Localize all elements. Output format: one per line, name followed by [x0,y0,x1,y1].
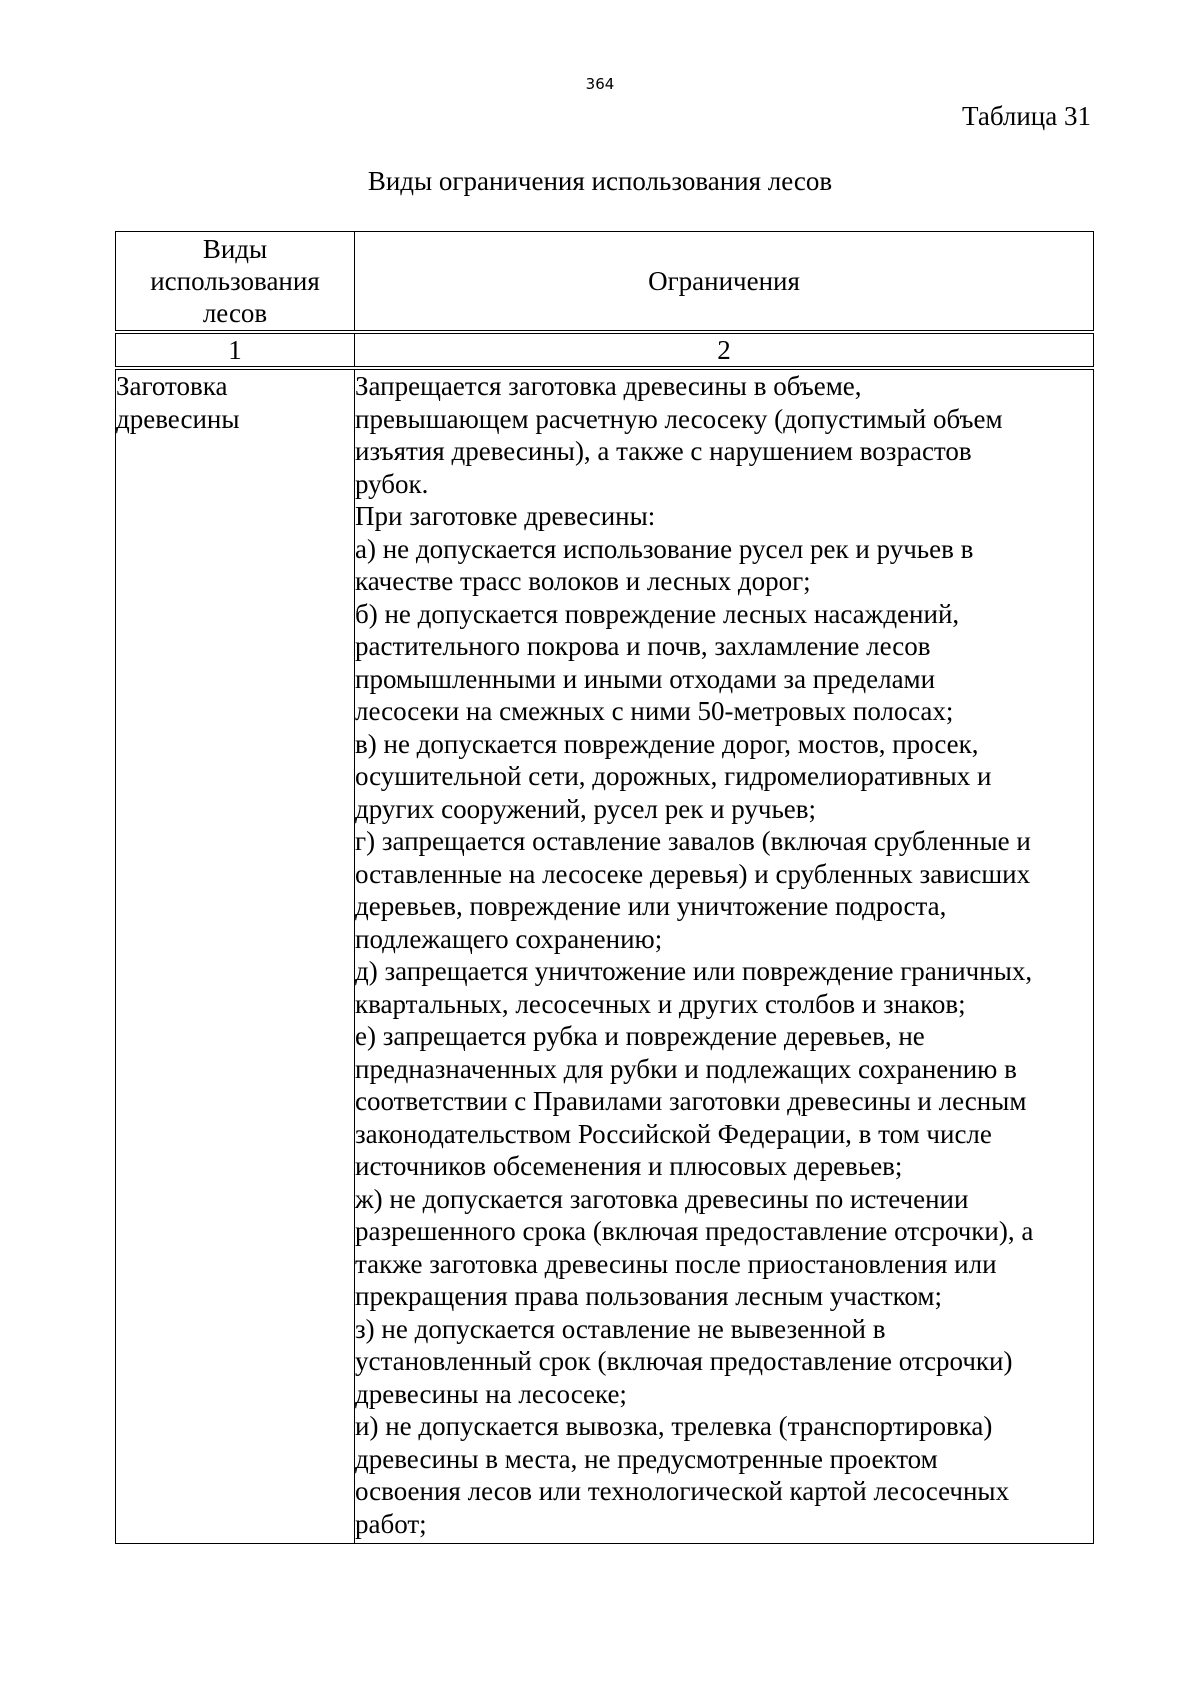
text-line: соответствии с Правилами заготовки древесины и лесным [355,1086,1027,1116]
table-row [116,368,1094,1544]
text-line: работ; [355,1508,427,1539]
text-line: в) не допускается повреждение дорог, мостов, просек, [355,728,979,759]
table-title: Виды ограничения использования лесов [367,166,833,196]
page-number: 364 [585,75,615,93]
text-line: растительного покрова и почв, захламление лесов [355,631,931,661]
text-line: качестве трасс волоков и лесных дорог; [355,566,811,596]
text-line: ж) не допускается заготовка древесины по истечении [355,1183,969,1214]
text-line: рубок. [355,468,429,499]
text-line: а) не допускается использование русел рек и ручьев в [355,533,974,564]
activity-cell [116,368,355,1544]
text-line: з) не допускается оставление не вывезенной в [355,1313,886,1344]
text-line: лесосеки на смежных с ними 50-метровых полосах; [355,696,954,726]
restrictions-table [115,231,1094,1544]
text-line: древесины в места, не предусмотренные проектом [355,1443,938,1474]
text-line: древесины на лесосеке; [355,1378,627,1409]
text-line: Запрещается заготовка древесины в объеме, [355,371,862,401]
text-line: деревьев, повреждение или уничтожение подроста, [355,891,947,921]
text-line: других сооружений, русел рек и ручьев; [355,793,817,824]
text-line: освоения лесов или технологической картой лесосечных [355,1476,1010,1506]
text-line: законодательством Российской Федерации, в том числе [355,1118,992,1149]
text-line: г) запрещается оставление завалов (включая срубленные и [355,826,1031,856]
text-line: промышленными и иными отходами за пределами [355,663,936,694]
text-line: осушительной сети, дорожных, гидромелиоративных и [355,761,992,791]
text-line: Заготовка [116,371,228,401]
header-cell-activity-type [116,232,355,333]
text-line: е) запрещается рубка и повреждение деревьев, не [355,1021,925,1051]
text-line: древесины [116,403,240,434]
text-line: прекращения права пользования лесным участком; [355,1281,942,1311]
text-line: оставленные на лесосеке деревья) и срубленных зависших [355,858,1031,889]
text-line: разрешенного срока (включая предоставление отсрочки), а [355,1216,1034,1246]
text-line: квартальных, лесосечных и других столбов и знаков; [355,988,966,1019]
table-label: Таблица 31 [962,101,1091,131]
header-line: лесов [202,298,268,328]
text-line: источников обсеменения и плюсовых деревьев; [355,1151,903,1181]
header-line: Виды [202,234,268,264]
text-line: изъятия древесины), а также с нарушением возрастов [355,436,972,466]
text-line: подлежащего сохранению; [355,923,663,954]
header-line: использования [150,266,320,296]
header-cell-restrictions: Ограничения [355,232,1094,333]
text-line: б) не допускается повреждение лесных насаждений, [355,598,960,629]
column-number: 1 [116,332,355,368]
table-header-row [116,232,1094,333]
text-line: превышающем расчетную лесосеку (допустимый объем [355,403,1003,434]
text-line: также заготовка древесины после приостановления или [355,1248,997,1279]
text-line: установленный срок (включая предоставление отсрочки) [355,1346,1013,1376]
column-number: 2 [355,332,1094,368]
column-number-row [116,332,1094,368]
text-line: д) запрещается уничтожение или повреждение граничных, [355,956,1033,986]
text-line: При заготовке древесины: [355,501,656,531]
restrictions-cell [355,368,1094,1544]
text-line: предназначенных для рубки и подлежащих сохранению в [355,1053,1017,1084]
text-line: и) не допускается вывозка, трелевка (транспортировка) [355,1411,993,1441]
